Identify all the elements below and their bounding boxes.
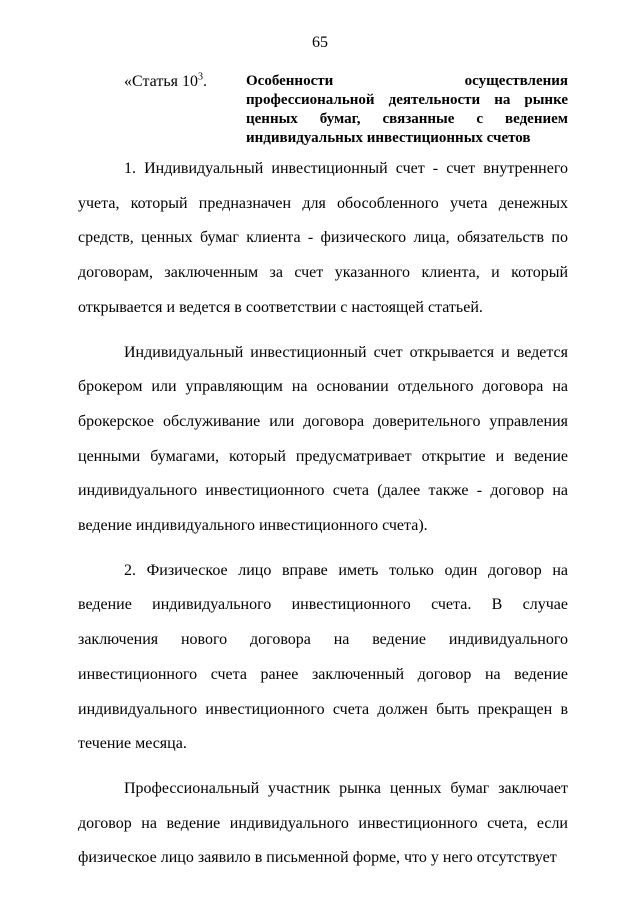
paragraph-3: 2. Физическое лицо вправе иметь только один договор на ведение индивидуального инвестиционного счета. В случае заключения нового договора на ведение индивидуального инвестиционного счета ранее заключенный договор на ведение индивидуального инвестиционного счета должен быть прекращен в течение месяца.: [78, 561, 568, 753]
article-label-prefix: «Статья 10: [124, 73, 198, 90]
paragraph-4: Профессиональный участник рынка ценных бумаг заключает договор на ведение индивидуального инвестиционного счета, если физическое лицо заявило в письменной форме, что у него отсутствует: [78, 779, 568, 867]
article-label-suffix: .: [202, 73, 207, 90]
paragraph-1: 1. Индивидуальный инвестиционный счет - счет внутреннего учета, который предназначен для обособленного учета денежных средств, ценных бумаг клиента - физического лица, обязательств по договорам, заключенным за счет указанного клиента, и который открывается и ведется в соответствии с настоящей статьей.: [78, 160, 568, 316]
article-label-superscript: 3: [197, 71, 203, 83]
body-text: [78, 152, 568, 876]
page-number: 65: [312, 34, 328, 51]
article-title: Особенности осуществления профессиональной деятельности на рынке ценных бумаг, связанные с ведением индивидуальных инвестиционных счетов: [246, 73, 568, 146]
paragraph-2: Индивидуальный инвестиционный счет открывается и ведется брокером или управляющим на основании отдельного договора на брокерское обслуживание или договора доверительного управления ценными бумагами, который предусматривает открытие и ведение индивидуального инвестиционного счета (далее также - договор на ведение индивидуального инвестиционного счета).: [78, 343, 568, 535]
article-label: [124, 72, 207, 91]
